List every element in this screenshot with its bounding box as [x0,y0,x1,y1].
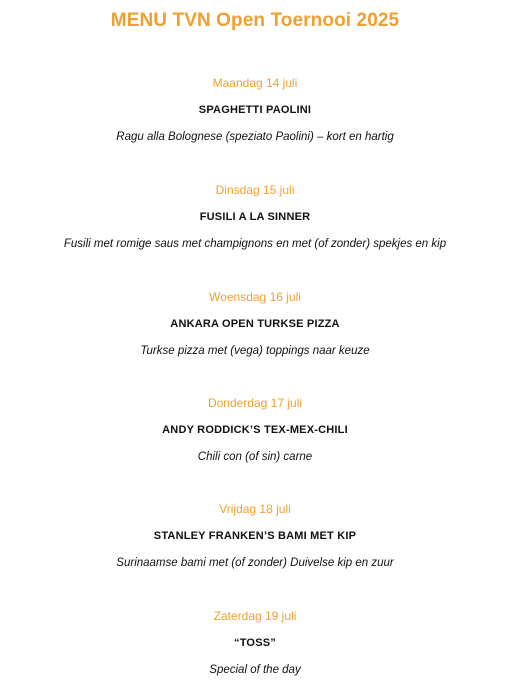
dish-description: Special of the day [209,664,301,676]
dish-name: “TOSS” [234,637,276,649]
dish-description: Turkse pizza met (vega) toppings naar keuze [140,345,370,357]
menu-day-friday [0,502,510,570]
menu-day-tuesday [0,183,510,251]
dish-name: SPAGHETTI PAOLINI [198,104,312,116]
day-heading: Zaterdag 19 juli [213,609,297,623]
menu-day-thursday [0,396,510,464]
menu-day-monday [0,76,510,144]
day-heading: Donderdag 17 juli [207,396,303,410]
page-title: MENU TVN Open Toernooi 2025 [110,10,400,31]
day-heading: Dinsdag 15 juli [215,183,295,197]
menu-day-saturday [0,609,510,677]
dish-description: Surinaamse bami met (of zonder) Duivelse kip en zuur [116,557,394,569]
day-heading: Vrijdag 18 juli [219,502,291,516]
day-heading: Maandag 14 juli [212,76,298,90]
dish-description: Fusili met romige saus met champignons en met (of zonder) spekjes en kip [63,238,447,250]
menu-day-wednesday [0,290,510,358]
dish-name: FUSILI A LA SINNER [199,211,311,223]
dish-name: ANKARA OPEN TURKSE PIZZA [170,318,340,330]
day-heading: Woensdag 16 juli [209,290,301,304]
dish-name: STANLEY FRANKEN’S BAMI MET KIP [153,530,357,542]
dish-name: ANDY RODDICK’S TEX-MEX-CHILI [162,424,348,436]
dish-description: Ragu alla Bolognese (speziato Paolini) – kort en hartig [116,131,394,143]
dish-description: Chili con (of sin) carne [197,451,313,463]
